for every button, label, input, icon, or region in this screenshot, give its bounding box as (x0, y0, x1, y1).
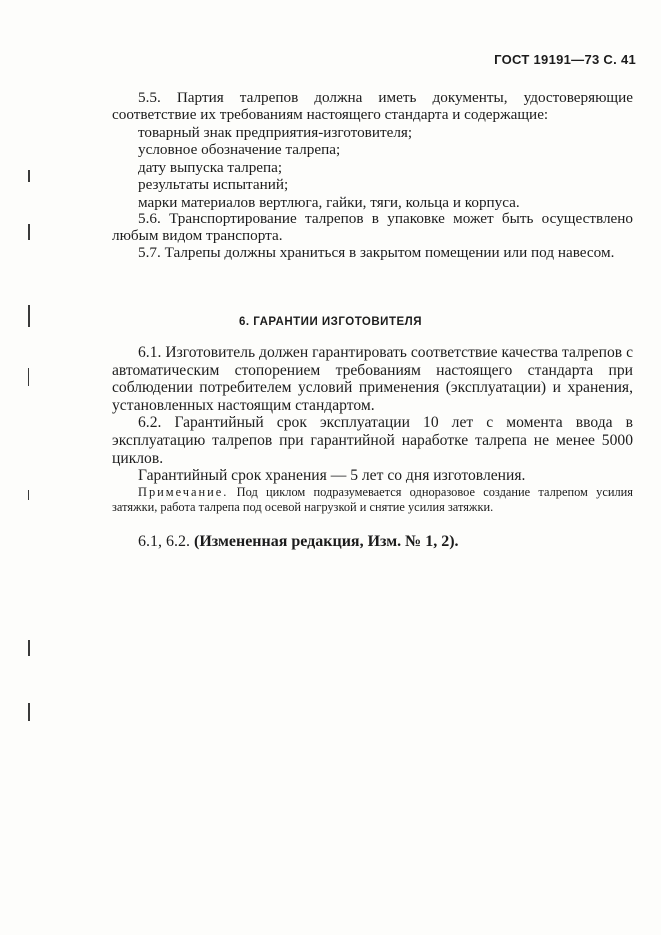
note (112, 485, 633, 514)
margin-mark (28, 703, 30, 721)
section-5-text (112, 90, 633, 261)
paragraph-5-6: 5.6. Транспортирование талрепов в упаковке может быть осуществлено любым видом транспорта. (112, 210, 633, 244)
paragraph-5-7: 5.7. Талрепы должны храниться в закрытом помещении или под навесом. (138, 243, 615, 261)
amendment-text: (Измененная редакция, Изм. № 1, 2). (194, 533, 459, 550)
list-item: марки материалов вертлюга, гайки, тяги, кольца и корпуса. (138, 193, 520, 211)
margin-mark (28, 490, 29, 500)
paragraph-5-5: 5.5. Партия талрепов должна иметь документы, удостоверяющие соответствие их требованиям настоящего стандарта и содержащие: (112, 89, 633, 123)
paragraph-6-1: 6.1. Изготовитель должен гарантировать соответствие качества талрепов с автоматическим стопорением требованиям настоящего стандарта при соблюдении потребителем условий применения (эксплуатации) и хранения, установленных настоящим стандартом. (112, 344, 633, 414)
margin-mark (28, 170, 30, 182)
amendment-ref: 6.1, 6.2. (138, 533, 190, 550)
list-item: дату выпуска талрепа; (138, 158, 283, 176)
paragraph-6-2: 6.2. Гарантийный срок эксплуатации 10 лет с момента ввода в эксплуатацию талрепов при гарантийной наработке талрепа не менее 5000 циклов. (112, 414, 633, 467)
margin-mark (28, 368, 29, 386)
list-item: товарный знак предприятия-изготовителя; (138, 123, 413, 141)
list-item: результаты испытаний; (138, 176, 289, 194)
document-reference: ГОСТ 19191—73 С. 41 (494, 52, 636, 67)
note-text: Под циклом подразумевается одноразовое создание талрепом усилия затяжки, работа талрепа под осевой нагрузкой и снятие усилия затяжки. (112, 485, 633, 514)
note-label: Примечание. (138, 485, 229, 499)
list-item: условное обозначение талрепа; (138, 141, 341, 159)
section-6-text (112, 344, 633, 485)
amendment-note (138, 533, 459, 551)
margin-mark (28, 224, 30, 240)
paragraph-storage: Гарантийный срок хранения — 5 лет со дня изготовления. (138, 467, 526, 485)
margin-mark (28, 640, 30, 656)
section-6-heading: 6. ГАРАНТИИ ИЗГОТОВИТЕЛЯ (239, 316, 422, 328)
